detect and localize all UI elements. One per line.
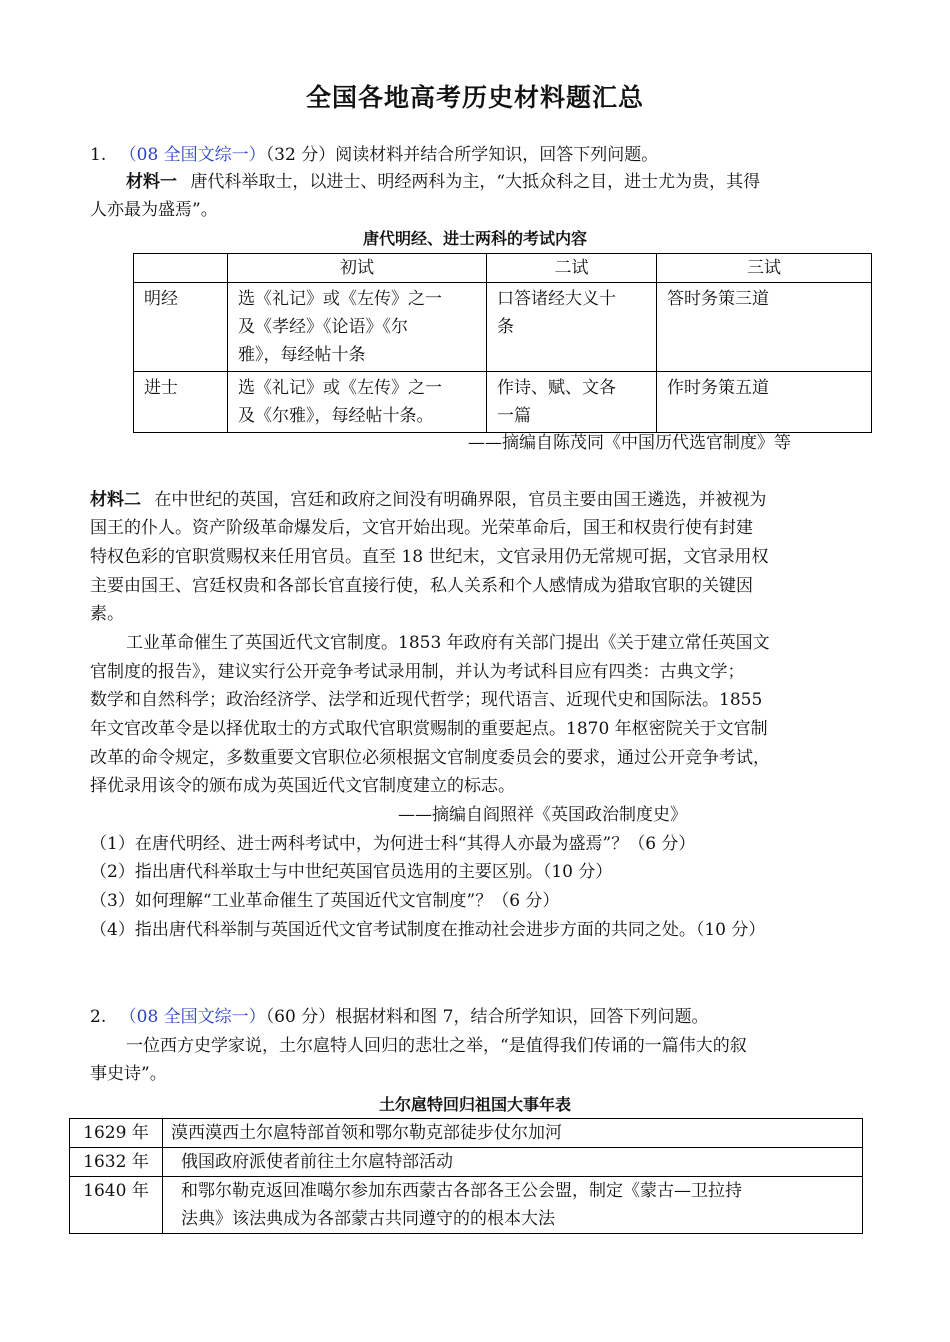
cell-line: 条 (497, 317, 514, 337)
cell-line: 漠西漠西土尔扈特部首领和鄂尔勒克部徒步仗尔加河 (171, 1123, 562, 1143)
q1-question-3: （3）如何理解“工业革命催生了英国近代文官制度”？（6 分） (90, 891, 560, 911)
table-cell (228, 372, 487, 433)
cell-line: 俄国政府派使者前往土尔扈特部活动 (181, 1152, 453, 1172)
page-title: 全国各地高考历史材料题汇总 (305, 83, 644, 112)
cell-line: 作时务策五道 (667, 378, 769, 398)
table-cell-subject: 明经 (134, 283, 228, 372)
cell-line: 和鄂尔勒克返回准噶尔参加东西蒙古各部各王公会盟，制定《蒙古—卫拉持 (181, 1181, 742, 1201)
table-cell (657, 372, 872, 433)
event-cell (163, 1177, 863, 1234)
q1-m2-line1 (90, 486, 766, 514)
q1-m1-label: 材料一 (126, 172, 177, 192)
cell-line: 法典》该法典成为各部蒙古共同遵守的的根本大法 (181, 1209, 555, 1229)
paragraph-line: 特权色彩的官职赏赐权来任用官员。直至 18 世纪末，文官录用仍无常规可据，文官录用权 (90, 547, 769, 567)
cell-line: 作诗、赋、文各 (497, 378, 616, 398)
paragraph-line: 数学和自然科学；政治经济学、法学和近现代哲学；现代语言、近现代史和国际法。1855 (90, 690, 763, 710)
cell-line: 及《尔雅》，每经帖十条。 (238, 406, 434, 426)
table-header-cell (134, 254, 228, 283)
event-cell (163, 1119, 863, 1148)
q2-source-tag: （08 全国文综一） (119, 1007, 266, 1027)
year-cell: 1632 年 (70, 1148, 163, 1177)
q1-table-caption: 唐代明经、进士两科的考试内容 (362, 229, 587, 248)
paragraph-line: 工业革命催生了英国近代文官制度。1853 年政府有关部门提出《关于建立常任英国文 (126, 633, 770, 653)
table-row (70, 1177, 863, 1234)
q2-table-caption: 土尔扈特回归祖国大事年表 (378, 1095, 571, 1114)
table-row (134, 283, 872, 372)
q1-m1-line2: 人亦最为盛焉”。 (90, 200, 218, 220)
q1-m1-line1 (126, 168, 760, 196)
q1-header (90, 141, 658, 169)
q1-m1-text1: 唐代科举取士，以进士、明经两科为主，“大抵众科之目，进士尤为贵，其得 (190, 172, 761, 192)
cell-line: 一篇 (497, 406, 531, 426)
table-header-cell: 初试 (228, 254, 487, 283)
q2-intro: （60 分）根据材料和图 7，结合所学知识，回答下列问题。 (265, 1007, 709, 1027)
paragraph-line: 年文官改革令是以择优取士的方式取代官职赏赐制的重要起点。1870 年枢密院关于文官制 (90, 719, 768, 739)
paragraph-line: 主要由国王、宫廷权贵和各部长官直接行使，私人关系和个人感情成为猎取官职的关键因 (90, 576, 753, 596)
cell-line: 口答诸经大义十 (497, 289, 616, 309)
table-cell-subject: 进士 (134, 372, 228, 433)
q2-header (90, 1003, 708, 1031)
table-row (134, 372, 872, 433)
table-header-row (134, 254, 872, 283)
q1-source-tag: （08 全国文综一） (119, 145, 266, 165)
paragraph-line: 官制度的报告》，建议实行公开竞争考试录用制，并认为考试科目应有四类：古典文学； (90, 662, 745, 682)
table-cell (657, 283, 872, 372)
table-cell (487, 372, 657, 433)
table-header-cell: 二试 (487, 254, 657, 283)
q1-question-2: （2）指出唐代科举取士与中世纪英国官员选用的主要区别。（10 分） (90, 862, 613, 882)
q1-m1-source: ——摘编自陈茂同《中国历代选官制度》等 (468, 433, 791, 453)
q1-m2-label: 材料二 (90, 490, 141, 510)
exam-content-table (133, 253, 872, 433)
cell-line: 及《孝经》《论语》《尔 (238, 317, 408, 337)
paragraph-line: 国王的仆人。资产阶级革命爆发后，文官开始出现。光荣革命后，国王和权贵行使有封建 (90, 518, 753, 538)
q1-m2-text1: 在中世纪的英国，宫廷和政府之间没有明确界限，官员主要由国王遴选，并被视为 (154, 490, 767, 510)
q1-number: 1. (90, 145, 107, 165)
q1-question-4: （4）指出唐代科举制与英国近代文官考试制度在推动社会进步方面的共同之处。（10 分） (90, 920, 766, 940)
table-header-cell: 三试 (657, 254, 872, 283)
chronology-table (69, 1118, 863, 1234)
table-cell (228, 283, 487, 372)
cell-line: 雅》，每经帖十条 (238, 345, 366, 365)
cell-line: 选《礼记》或《左传》之一 (238, 378, 442, 398)
q2-number: 2. (90, 1007, 107, 1027)
table-cell (487, 283, 657, 372)
q1-m2-source: ——摘编自阎照祥《英国政治制度史》 (398, 805, 687, 825)
paragraph-line: 一位西方史学家说，土尔扈特人回归的悲壮之举，“是值得我们传诵的一篇伟大的叙 (126, 1036, 747, 1056)
cell-line: 选《礼记》或《左传》之一 (238, 289, 442, 309)
event-cell (163, 1148, 863, 1177)
year-cell: 1640 年 (70, 1177, 163, 1234)
table-row (70, 1119, 863, 1148)
year-cell: 1629 年 (70, 1119, 163, 1148)
paragraph-line: 择优录用该令的颁布成为英国近代文官制度建立的标志。 (90, 776, 515, 796)
paragraph-line: 事史诗”。 (90, 1064, 167, 1084)
table-row (70, 1148, 863, 1177)
paragraph-line: 素。 (90, 604, 124, 624)
q1-question-1: （1）在唐代明经、进士两科考试中，为何进士科“其得人亦最为盛焉”？（6 分） (90, 834, 696, 854)
q1-intro: （32 分）阅读材料并结合所学知识，回答下列问题。 (265, 145, 659, 165)
paragraph-line: 改革的命令规定，多数重要文官职位必须根据文官制度委员会的要求，通过公开竞争考试， (90, 748, 770, 768)
cell-line: 答时务策三道 (667, 289, 769, 309)
